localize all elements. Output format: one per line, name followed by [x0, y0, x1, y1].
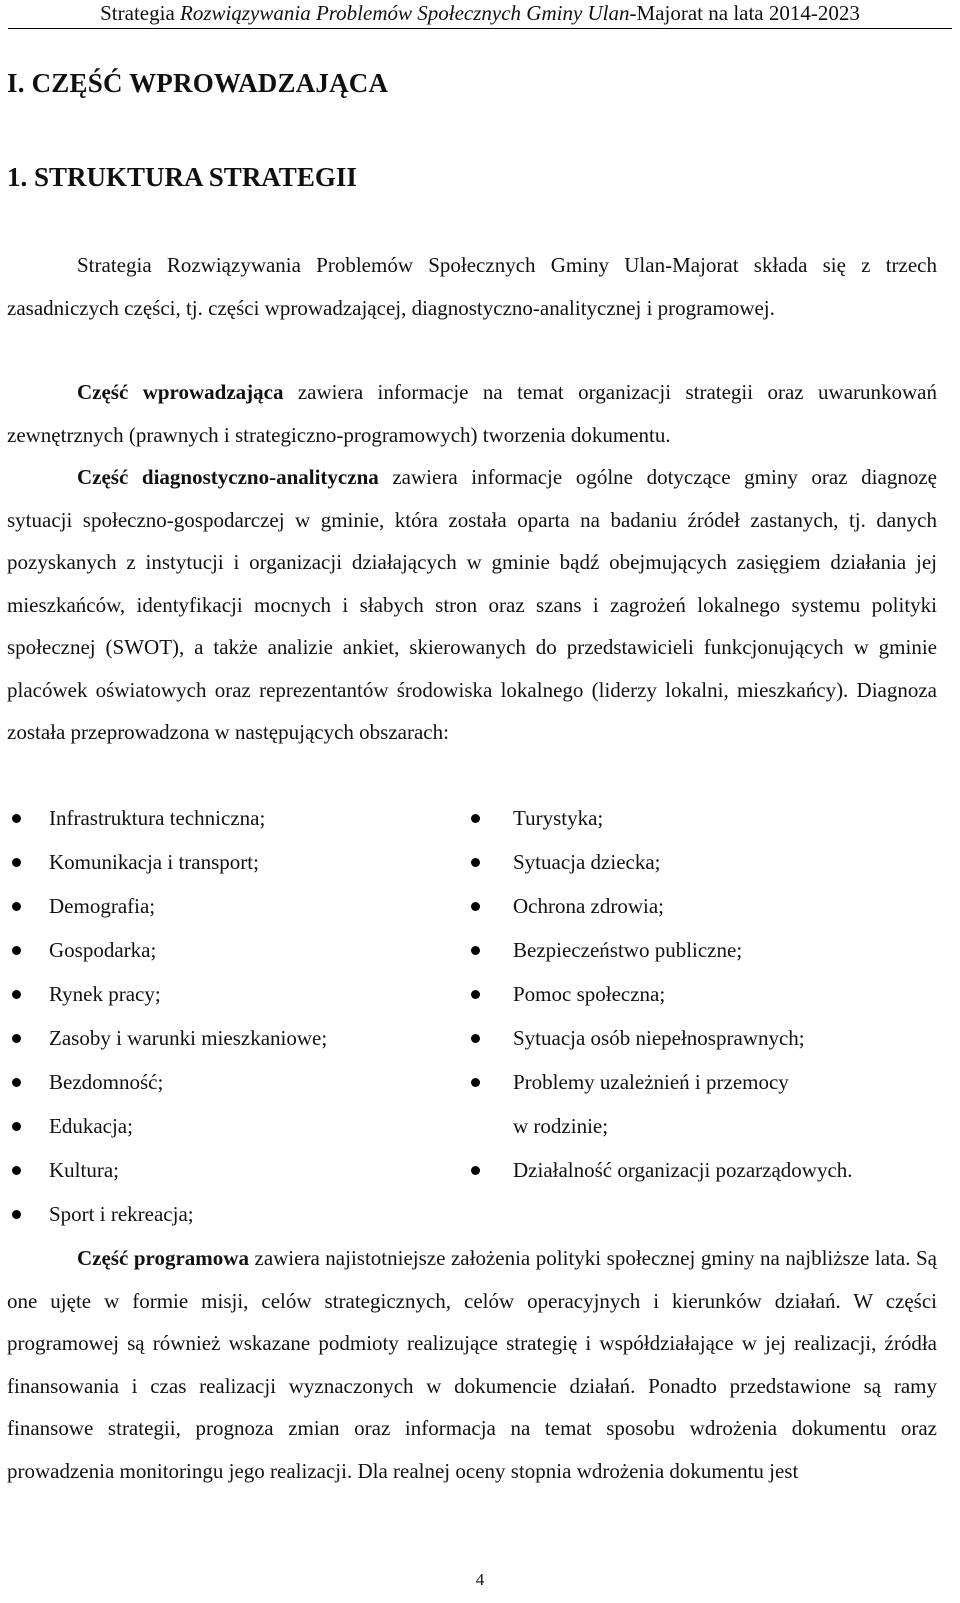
list-item: Zasoby i warunki mieszkaniowe;	[0, 1016, 460, 1060]
list-item: Sport i rekreacja;	[0, 1192, 460, 1236]
list-item: Bezpieczeństwo publiczne;	[463, 928, 953, 972]
program-part-bold: Część programowa	[77, 1246, 249, 1270]
program-part-text: zawiera najistotniejsze założenia polityki społecznej gminy na najbliższe lata. Są one ujęte w formie misji, celów strategicznych, celów operacyjnych i kierunków działań. W części programowej są również wskazane podmioty realizujące strategię i współdziałające w jej realizacji, źródła finansowania i czas realizacji wyznaczonych w dokumencie działań. Ponadto przedstawione są ramy finansowe strategii, prognoza zmian oraz informacja na temat sposobu wdrożenia dokumentu oraz prowadzenia monitoringu jego realizacji. Dla realnej oceny stopnia wdrożenia dokumentu jest	[7, 1246, 938, 1483]
diagnostic-part-paragraph	[7, 456, 937, 754]
list-item: Problemy uzależnień i przemocy	[463, 1060, 953, 1104]
bullet-icon	[12, 1210, 21, 1219]
list-item: Rynek pracy;	[0, 972, 460, 1016]
bullet-icon	[12, 1122, 21, 1131]
subsection-title: 1. STRUKTURA STRATEGII	[7, 162, 357, 192]
running-header-roman-2: Majorat na lata 2014-2023	[636, 1, 860, 25]
list-item: Demografia;	[0, 884, 460, 928]
list-item-continuation: w rodzinie;	[513, 1114, 609, 1138]
bullet-icon	[471, 858, 480, 867]
list-item: Sytuacja osób niepełnosprawnych;	[463, 1016, 953, 1060]
list-item: Działalność organizacji pozarządowych.	[463, 1148, 953, 1192]
intro-part-text: zawiera informacje na temat organizacji strategii oraz uwarunkowań zewnętrznych (prawnych i strategiczno-programowych) tworzenia dokumentu.	[7, 380, 937, 447]
page-number: 4	[475, 1570, 485, 1589]
intro-paragraph	[7, 244, 937, 329]
header-rule	[8, 28, 952, 29]
diagnostic-part-text: zawiera informacje ogólne dotyczące gminy oraz diagnozę sytuacji społeczno-gospodarczej w gminie, która została oparta na badaniu źródeł zastanych, tj. danych pozyskanych z instytucji i organizacji działających w gminie bądź obejmujących zasięgiem działania jej mieszkańców, identyfikacji mocnych i słabych stron oraz szans i zagrożeń lokalnego systemu polityki społecznej (SWOT), a także analizie ankiet, skierowanych do przedstawicieli funkcjonujących w gminie placówek oświatowych oraz reprezentantów środowiska lokalnego (liderzy lokalni, mieszkańcy). Diagnoza została przeprowadzona w następujących obszarach:	[7, 465, 937, 744]
bullet-icon	[471, 902, 480, 911]
areas-right-column	[463, 796, 953, 1192]
bullet-icon	[12, 1034, 21, 1043]
bullet-icon	[12, 814, 21, 823]
list-item: Gospodarka;	[0, 928, 460, 972]
list-item: Turystyka;	[463, 796, 953, 840]
list-item: Komunikacja i transport;	[0, 840, 460, 884]
running-header-roman-1: Strategia	[100, 1, 181, 25]
bullet-icon	[12, 858, 21, 867]
program-part-paragraph	[7, 1237, 937, 1492]
running-header-italic: Rozwiązywania Problemów Społecznych Gminy Ulan-	[180, 1, 637, 25]
bullet-icon	[471, 814, 480, 823]
list-item: Bezdomność;	[0, 1060, 460, 1104]
list-item: Sytuacja dziecka;	[463, 840, 953, 884]
bullet-icon	[12, 990, 21, 999]
diagnostic-part-bold: Część diagnostyczno-analityczna	[77, 465, 379, 489]
bullet-icon	[12, 946, 21, 955]
bullet-icon	[471, 1166, 480, 1175]
list-item: Pomoc społeczna;	[463, 972, 953, 1016]
list-item: Kultura;	[0, 1148, 460, 1192]
areas-left-column	[0, 796, 460, 1236]
bullet-icon	[471, 990, 480, 999]
bullet-icon	[12, 1166, 21, 1175]
list-item: Edukacja;	[0, 1104, 460, 1148]
bullet-icon	[12, 1078, 21, 1087]
intro-part-paragraph	[7, 371, 937, 456]
running-header	[0, 0, 960, 36]
list-item: Ochrona zdrowia;	[463, 884, 953, 928]
list-item: Infrastruktura techniczna;	[0, 796, 460, 840]
bullet-icon	[471, 1078, 480, 1087]
intro-text: Strategia Rozwiązywania Problemów Społecznych Gminy Ulan-Majorat składa się z trzech zasadniczych części, tj. części wprowadzającej, diagnostyczno-analitycznej i programowej.	[7, 253, 937, 320]
bullet-icon	[12, 902, 21, 911]
bullet-icon	[471, 1034, 480, 1043]
section-title: I. CZĘŚĆ WPROWADZAJĄCA	[7, 68, 389, 98]
intro-part-bold: Część wprowadzająca	[77, 380, 284, 404]
bullet-icon	[471, 946, 480, 955]
